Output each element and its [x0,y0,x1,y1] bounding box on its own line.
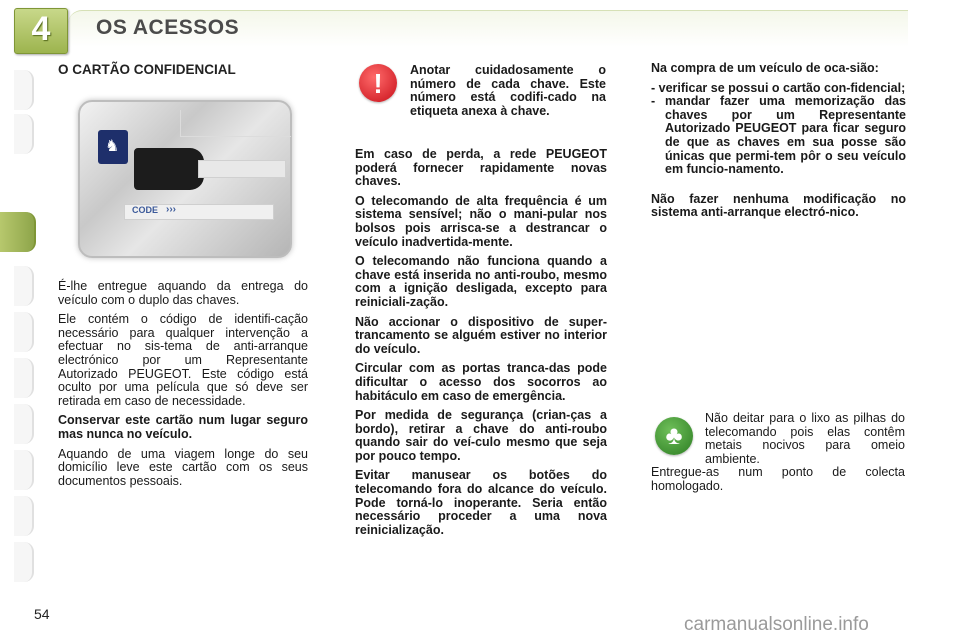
chapter-number: 4 [31,10,51,48]
side-tab-active[interactable] [0,212,36,252]
side-tab-4[interactable] [14,266,34,306]
column-card-info [58,280,308,494]
paragraph-emphasis: Conservar este cartão num lugar seguro mas nunca no veículo. [58,413,308,441]
eco-text: Não deitar para o lixo as pilhas do telecomando pois elas contêm metais nocivos para omeio ambiente. [705,411,905,466]
paragraph: Circular com as portas tranca-das pode dificultar o acesso dos socorros ao habitáculo em caso de emergência. [355,361,607,403]
tree-icon: ♣ [655,417,693,455]
section-title: O CARTÃO CONFIDENCIAL [58,62,236,77]
paragraph: Aquando de uma viagem longe do seu domicílio leve este cartão com os seus documentos pessoais. [58,446,308,488]
paragraph: É-lhe entregue aquando da entrega do veículo com o duplo das chaves. [58,279,308,307]
peugeot-logo-icon [98,130,128,164]
card-line [180,110,291,137]
side-tab-1[interactable] [14,70,34,110]
bullet-list [651,82,906,177]
code-label: CODE [132,205,159,215]
exclamation-icon: ! [359,64,397,102]
page-title: OS ACESSOS [96,16,240,39]
note-text: Não fazer nenhuma modificação no sistema anti-arranque electró-nico. [651,191,906,220]
list-item: - mandar fazer uma memorização das chaves por um Representante Autorizado PEUGEOT para ficar seguro de que as chaves em sua posse são únicas que permi-tem pôr o seu veículo em funcio-namento. [651,94,906,177]
warning-text: Anotar cuidadosamente o número de cada chave. Este número está codifi-cado na etiqueta anexa à chave. [410,63,606,118]
list-item: - verificar se possui o cartão con-fidencial; [651,80,906,95]
side-tab-8[interactable] [14,450,34,490]
side-tab-6[interactable] [14,358,34,398]
paragraph: Ele contém o código de identifi-cação necessário para qualquer intervenção a efectuar no sis-tema de anti-arranque electrónico por um Representante Autorizado PEUGEOT. Este código está oculto por uma película que só deve ser retirada em caso de necessidade. [58,312,308,408]
intro-text: Na compra de um veículo de oca-sião: [651,61,879,75]
header-bar [0,0,960,50]
code-arrows: ››› [166,204,176,215]
eco-text-2: Entregue-as num ponto de colecta homologado. [651,465,905,493]
paragraph: O telecomando não funciona quando a chave está inserida no anti-roubo, mesmo com a ignição desligada, excepto para reiniciali-zação. [355,254,607,309]
side-tab-5[interactable] [14,312,34,352]
paragraph: Por medida de segurança (crian-ças a bordo), retirar a chave do anti-roubo quando sair do veí-culo mesmo que seja por pouco tempo. [355,408,607,463]
watermark: carmanualsonline.info [684,614,869,635]
paragraph: Evitar manusear os botões do telecomando fora do alcance do veículo. Pode torná-lo inoperante. Seria então necessário proceder a uma nova reinicialização. [355,468,607,537]
paragraph: Em caso de perda, a rede PEUGEOT poderá fornecer rapidamente novas chaves. [355,147,607,189]
side-tab-2[interactable] [14,114,34,154]
paragraph: O telecomando de alta frequência é um sistema sensível; não o mani-pular nos bolsos pois arrisca-se a destrancar o veículo inadvertida-mente. [355,193,607,249]
side-tab-10[interactable] [14,542,34,582]
key-blade-icon [198,160,286,178]
paragraph: Não accionar o dispositivo de super-trancamento se alguém estiver no interior do veículo. [355,314,607,356]
confidential-card-image [78,100,292,258]
column-used-vehicle [651,62,906,226]
column-remote-info [355,148,607,543]
page-number: 54 [34,606,50,622]
side-tab-7[interactable] [14,404,34,444]
key-head-icon [134,148,204,190]
lion-icon: ♞ [105,138,120,155]
chapter-badge [14,8,68,54]
side-tab-9[interactable] [14,496,34,536]
